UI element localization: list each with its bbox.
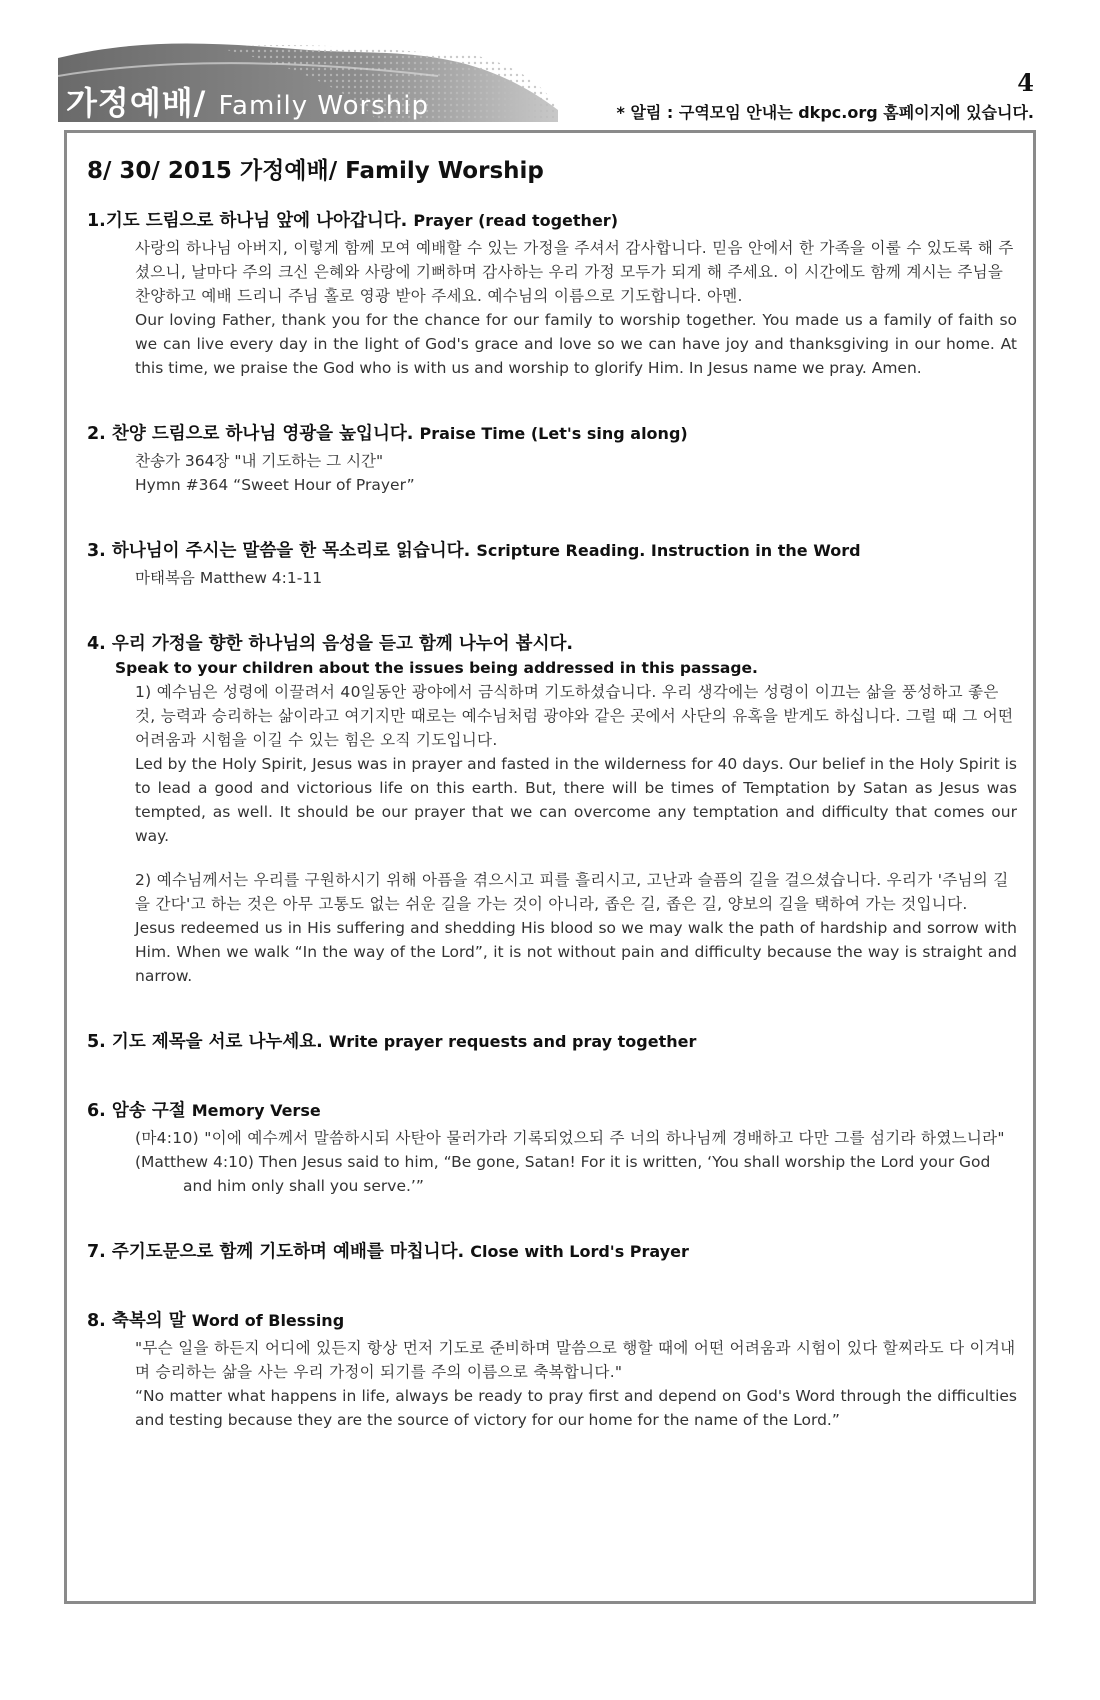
section-lords-prayer bbox=[87, 1238, 1017, 1263]
section-heading-ko: 7. 주기도문으로 함께 기도하며 예배를 마칩니다. bbox=[87, 1242, 465, 1262]
section-heading-ko: 8. 축복의 말 bbox=[87, 1311, 186, 1331]
section-heading-ko: 6. 암송 구절 bbox=[87, 1101, 186, 1121]
section-subheading: Speak to your children about the issues being addressed in this passage. bbox=[115, 659, 758, 677]
section-body bbox=[135, 1126, 1017, 1198]
section-heading-en: Memory Verse bbox=[191, 1101, 321, 1120]
section-heading-en: Praise Time (Let's sing along) bbox=[419, 424, 688, 443]
blessing-en: “No matter what happens in life, always be ready to pray first and depend on God's Word through the difficulties and testing because they are the source of victory for our home for the name of the Lord.” bbox=[135, 1387, 1017, 1429]
section-prayer-requests bbox=[87, 1028, 1017, 1053]
section-heading bbox=[87, 207, 1017, 232]
header-title bbox=[66, 78, 429, 124]
section-body bbox=[135, 566, 1017, 590]
section-heading-en: Close with Lord's Prayer bbox=[470, 1242, 689, 1261]
section-heading bbox=[87, 1097, 1017, 1122]
section-heading-en: Write prayer requests and pray together bbox=[328, 1032, 697, 1051]
discussion-1-ko: 1) 예수님은 성령에 이끌려서 40일동안 광야에서 금식하며 기도하셨습니다. 우리 생각에는 성령이 이끄는 삶을 풍성하고 좋은 것, 능력과 승리하는 삶이라고 여기지만 때로는 예수님처럼 광야와 같은 곳에서 사단의 유혹을 받게도 하십니다. 그럴 때 그 어떤 어려움과 시험을 이길 수 있는 힘은 오직 기도입니다. bbox=[135, 683, 1014, 749]
discussion-2-en: Jesus redeemed us in His suffering and shedding His blood so we may walk the path of hardship and sorrow with Him. When we walk “In the way of the Lord”, it is not without pain and difficulty because the way is straight and narrow. bbox=[135, 919, 1017, 985]
memory-verse-ko: (마4:10) "이에 예수께서 말씀하시되 사탄아 물러가라 기록되었으되 주 너의 하나님께 경배하고 다만 그를 섬기라 하였느니라" bbox=[135, 1129, 1005, 1147]
section-praise bbox=[87, 420, 1017, 497]
section-heading bbox=[87, 537, 1017, 562]
header-title-en: Family Worship bbox=[218, 91, 429, 121]
section-body bbox=[135, 236, 1017, 380]
hymn-en: Hymn #364 “Sweet Hour of Prayer” bbox=[135, 476, 415, 494]
section-heading-ko: 4. 우리 가정을 향한 하나님의 음성을 듣고 함께 나누어 봅시다. bbox=[87, 634, 574, 654]
discussion-1-en: Led by the Holy Spirit, Jesus was in prayer and fasted in the wilderness for 40 days. Our belief in the Holy Spirit is to lead a good and victorious life on this earth. But, there will be times of Temptation by Satan as Jesus was tempted, as well. It should be our prayer that we can overcome any temptation and difficulty that comes our way. bbox=[135, 755, 1017, 845]
section-heading-en: Scripture Reading. Instruction in the Word bbox=[476, 541, 861, 560]
section-heading-ko: 5. 기도 제목을 서로 나누세요. bbox=[87, 1032, 323, 1052]
page-number: 4 bbox=[1017, 68, 1034, 97]
header-title-ko: 가정예배/ bbox=[66, 84, 207, 122]
section-body bbox=[135, 449, 1017, 497]
section-heading bbox=[87, 1307, 1017, 1332]
section-heading-en: Prayer (read together) bbox=[413, 211, 618, 230]
prayer-en: Our loving Father, thank you for the chance for our family to worship together. You made us a family of faith so we can live every day in the light of God's grace and love so we can have joy and thanksgiving in our home. At this time, we praise the God who is with us and worship to glorify Him. In Jesus name we pray. Amen. bbox=[135, 311, 1017, 377]
discussion-2-ko: 2) 예수님께서는 우리를 구원하시기 위해 아픔을 겪으시고 피를 흘리시고, 고난과 슬픔의 길을 걸으셨습니다. 우리가 '주님의 길을 간다'고 하는 것은 아무 고통도 없는 쉬운 길을 가는 것이 아니라, 좁은 길, 좁은 길, 양보의 길을 택하여 가는 것입니다. bbox=[135, 871, 1009, 913]
scripture-ref: 마태복음 Matthew 4:1-11 bbox=[135, 569, 323, 587]
date-title: 8/ 30/ 2015 가정예배/ Family Worship bbox=[87, 158, 544, 184]
blessing-ko: "무슨 일을 하든지 어디에 있든지 항상 먼저 기도로 준비하며 말씀으로 행할 때에 어떤 어려움과 시험이 있다 할찌라도 다 이겨내며 승리하는 삶을 사는 우리 가정이 되기를 주의 이름으로 축복합니다." bbox=[135, 1339, 1016, 1381]
section-heading-ko: 3. 하나님이 주시는 말씀을 한 목소리로 읽습니다. bbox=[87, 541, 471, 561]
section-memory-verse bbox=[87, 1097, 1017, 1198]
worship-content bbox=[87, 152, 1017, 1432]
memory-verse-en: (Matthew 4:10) Then Jesus said to him, “Be gone, Satan! For it is written, ‘You shall worship the Lord your God and him only shall you serve.’” bbox=[135, 1153, 991, 1195]
section-heading-ko: 2. 찬양 드림으로 하나님 영광을 높입니다. bbox=[87, 424, 414, 444]
section-discussion bbox=[87, 630, 1017, 988]
section-heading bbox=[87, 630, 1017, 655]
section-heading-en: Word of Blessing bbox=[191, 1311, 345, 1330]
prayer-ko: 사랑의 하나님 아버지, 이렇게 함께 모여 예배할 수 있는 가정을 주셔서 감사합니다. 믿음 안에서 한 가족을 이룰 수 있도록 해 주셨으니, 날마다 주의 크신 은혜와 사랑에 기뻐하며 감사하는 우리 가정 모두가 되게 해 주세요. 이 시간에도 함께 계시는 주님을 찬양하고 예배 드리니 주님 홀로 영광 받아 주세요. 예수님의 이름으로 기도합니다. 아멘. bbox=[135, 239, 1014, 305]
header-notice: * 알림 : 구역모임 안내는 dkpc.org 홈페이지에 있습니다. bbox=[616, 103, 1034, 122]
section-body bbox=[135, 1336, 1017, 1432]
section-body bbox=[135, 680, 1017, 988]
section-heading bbox=[87, 420, 1017, 445]
section-scripture bbox=[87, 537, 1017, 590]
section-heading bbox=[87, 1028, 1017, 1053]
hymn-ko: 찬송가 364장 "내 기도하는 그 시간" bbox=[135, 452, 384, 470]
section-prayer bbox=[87, 207, 1017, 380]
section-heading-ko: 1.기도 드림으로 하나님 앞에 나아갑니다. bbox=[87, 211, 408, 231]
section-blessing bbox=[87, 1307, 1017, 1432]
section-heading bbox=[87, 1238, 1017, 1263]
